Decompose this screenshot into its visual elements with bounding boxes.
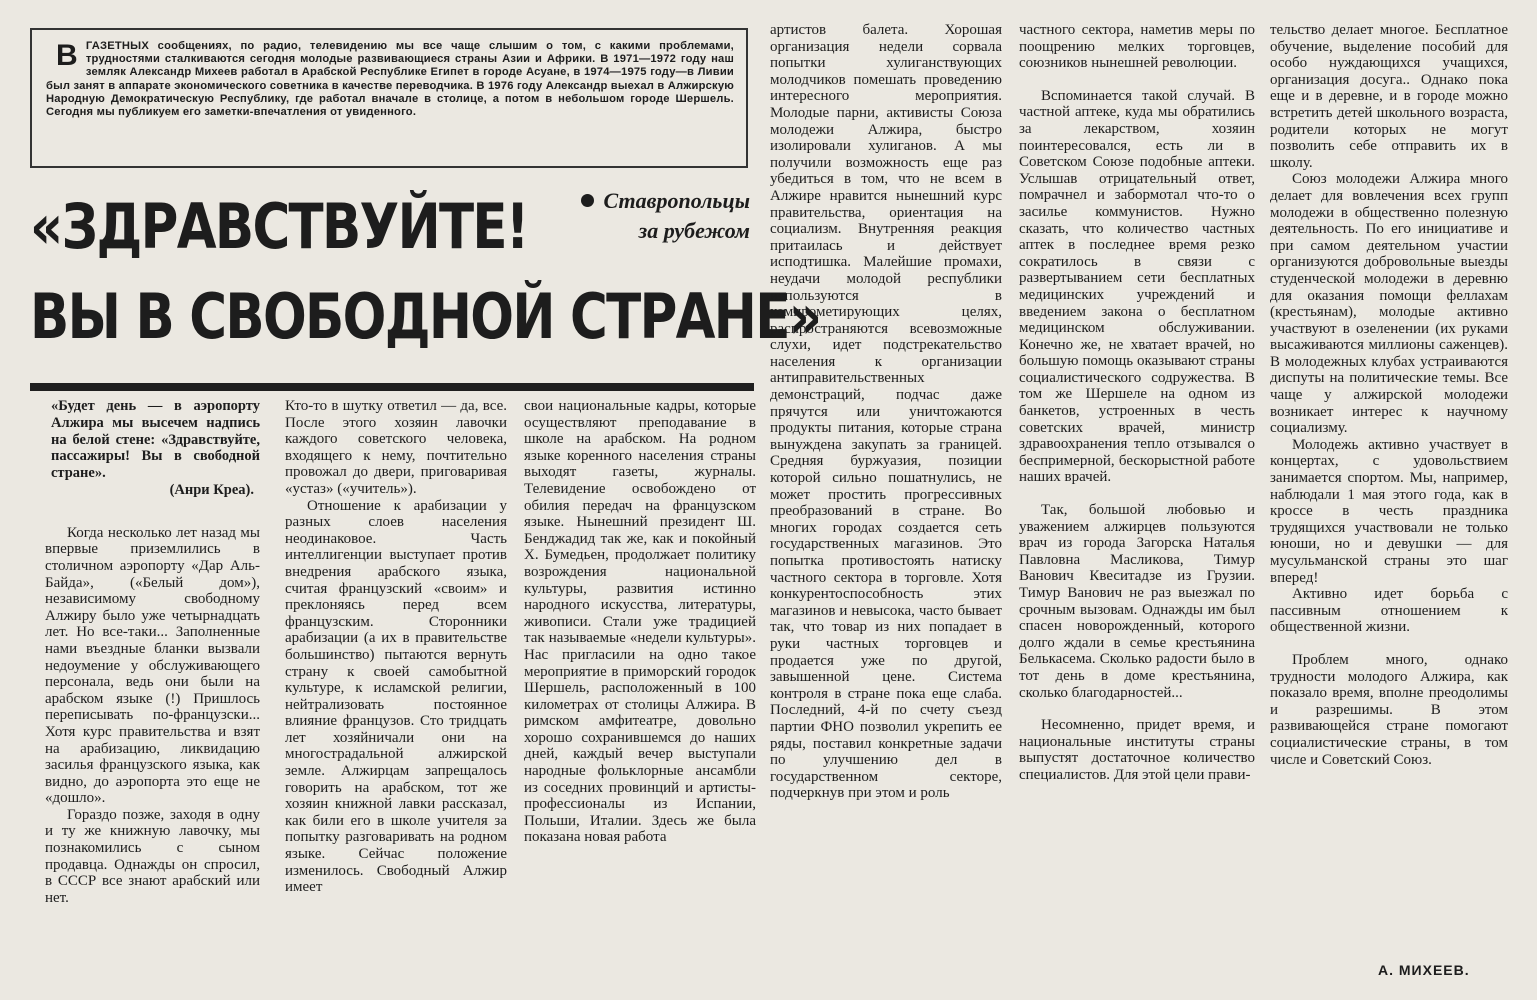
paragraph: Кто-то в шутку ответил — да, все. После этого хозяин лавочки каждого советского человека, входящего к нему, почтительно провожал до двери, приговаривая «устаз» («учитель»).: [285, 398, 507, 497]
paragraph: Несомненно, придет время, и национальные институты страны выпустят достаточное количество специалистов. Для этой цели прави-: [1019, 717, 1255, 783]
paragraph: артистов балета. Хорошая организация недели сорвала попытки хулиганствующих молодчиков помешать проведению интересного мероприятия. Молодые парни, активисты Союза молодежи Алжира, быстро изолировали хулиганов. А мы получили возможность еще раз убедиться в том, что не всем в Алжире нравится нынешний курс правительства, ориентация на социализм. Внутренняя реакция притаилась и действует исподтишка. Малейшие промахи, неудачи молодой республики используются в компрометирующих целях, распространяются всевозможные слухи, идет подстрекательство населения к организации антиправительственных демонстраций, подчас даже прячутся или уничтожаются продукты питания, которые страна вынуждена закупать за границей. Средняя буржуазия, позиции которой сильно пошатнулись, не может простить прогрессивных преобразований в стране. Во многих городах создается сеть государственных магазинов. Это попытка противостоять натиску частного сектора в торговле. Хотя конкурентоспособность этих магазинов и невысока, часто бывает так, что товар из них попадает в руки частных торговцев и продается уже по другой, завышенной цене. Система контроля в стране пока еще слаба. Последний, 4-й по счету съезд партии ФНО позволил укрепить ее ряды, поставил конкретные задачи по улучшению дел в государственном секторе, подчеркнув при этом и роль: [770, 22, 1002, 802]
column-5: [1019, 22, 1255, 988]
epigraph-text: «Будет день — в аэропорту Алжира мы высечем надпись на белой стене: «Здравствуйте, пассажиры! Вы в свободной стране».: [51, 398, 260, 482]
paragraph: частного сектора, наметив меры по поощрению мелких торговцев, союзников нынешней революции.: [1019, 22, 1255, 72]
paragraph: Молодежь активно участвует в концертах, с удовольствием занимается спортом. Мы, например, наблюдали 1 мая этого года, как в кроссе в честь праздника трудящихся участвовали не только юноши, но и девушки — для мусульманской страны это шаг вперед!: [1270, 436, 1508, 586]
paragraph: Союз молодежи Алжира много делает для вовлечения всех групп молодежи в общественно полезную деятельность. По его инициативе и при самом деятельном участии организуются добровольные выезды студенческой молодежи в деревню для оказания помощи феллахам (крестьянам), молодые активно участвуют в озеленении (их руками высаживаются миллионы саженцев). В молодежных клубах устраиваются диспуты на политические темы. Все чаще у алжирской молодежи возникает интерес к научному социализму.: [1270, 171, 1508, 437]
rubric-line-1: Ставропольцы: [603, 188, 750, 213]
rubric: [540, 186, 750, 246]
paragraph: Активно идет борьба с пассивным отношением к общественной жизни.: [1270, 586, 1508, 636]
paragraph: Вспоминается такой случай. В частной аптеке, куда мы обратились за лекарством, хозяин поинтересовался, есть ли в Советском Союзе подобные аптеки. Услышав отрицательный ответ, помрачнел и забормотал что-то о засилье коммунистов. Нужно сказать, что количество частных аптек в последнее время резко сократилось в связи с развертыванием сети бесплатных медицинских учреждений и введением закона о бесплатном медицинском обслуживании. Конечно же, не хватает врачей, но большую помощь оказывают страны социалистического содружества. В том же Шершеле на одном из банкетов, устроенных в честь советских врачей, министр здравоохранения тепло отзывался о беспримерной, бескорыстной работе наших врачей.: [1019, 87, 1255, 486]
column-2: [285, 398, 507, 988]
paragraph: Проблем много, однако трудности молодого Алжира, как показало время, вполне преодолимы и разрешимы. В этом развивающейся стране помогают социалистические страны, в том числе и Советский Союз.: [1270, 651, 1508, 768]
author-signature: А. МИХЕЕВ.: [1378, 962, 1470, 978]
paragraph: тельство делает многое. Бесплатное обучение, выделение пособий для особо нуждающихся учащихся, организация досуга.. Однако пока еще и в деревне, и в городе можно встретить детей школьного возраста, родители которых не могут позволить себе отправить их в школу.: [1270, 22, 1508, 171]
column-4: [770, 22, 1002, 988]
paragraph: Так, большой любовью и уважением алжирцев пользуются врач из города Загорска Наталья Павловна Масликова, Тимур Ванович Квеситадзе из Грузии. Тимур Ванович не раз выезжал по срочным вызовам. Однажды им был спасен новорожденный, которого долго ждали в семье крестьянина Белькасема. Сколько радости было в тот день в доме крестьянина, сколько благодарностей...: [1019, 502, 1255, 701]
rubric-line-2: за рубежом: [638, 218, 750, 243]
bullet-icon: [581, 194, 594, 207]
column-1: [45, 398, 260, 988]
paragraph: свои национальные кадры, которые осуществляют преподавание в школе на арабском. На родном языке коренного населения страны выходят газеты, журналы. Телевидение освобождено от обилия передач на французском языке. Нынешний президент Ш. Бенджадид так же, как и покойный Х. Бумедьен, продолжает политику возрождения национальной культуры, развития истинно народного искусства, литературы, живописи. Стали уже традицией так называемые «недели культуры». Нас пригласили на одно такое мероприятие в приморский городок Шершель, расположенный в 100 километрах от столицы Алжира. В римском амфитеатре, довольно хорошо сохранившемся до наших дней, каждый вечер выступали народные фольклорные ансамбли из соседних провинций и артисты-профессионалы из Испании, Польши, Италии. Здесь же была показана новая работа: [524, 398, 756, 846]
epigraph: [45, 398, 260, 499]
intro-box: [30, 28, 748, 168]
column-3: [524, 398, 756, 988]
headline-rule: [30, 383, 754, 391]
headline-line-1: «ЗДРАВСТВУЙТЕ!: [30, 190, 528, 263]
paragraph: Когда несколько лет назад мы впервые приземлились в столичном аэропорту «Дар Аль-Байда», («Белый дом»), независимому свободному Алжиру было уже четырнадцать лет. Но все-таки... Заполненные нами въездные бланки вызвали недоумение у обслуживающего персонала, ведь они были на арабском языке (!) Пришлось переписывать по-французски... Хотя курс правительства и взят на арабизацию, ликвидацию засилья французского языка, как видно, до аэропорта это еще не «дошло».: [45, 524, 260, 807]
paragraph: Гораздо позже, заходя в одну и ту же книжную лавочку, мы познакомились с сыном продавца. Однажды он спросил, в СССР все знают арабский или нет.: [45, 806, 260, 906]
column-6: [1270, 22, 1508, 964]
intro-dropcap: В: [56, 39, 78, 72]
epigraph-author: (Анри Креа).: [169, 481, 254, 498]
headline-line-2: ВЫ В СВОБОДНОЙ СТРАНЕ»: [30, 280, 821, 353]
paragraph: Отношение к арабизации у разных слоев населения неодинаковое. Часть интеллигенции выступает против внедрения арабского языка, считая французский «своим» и преклоняясь перед всем французским. Сторонники арабизации (а их в правительстве большинство) пытаются вернуть страну к своей самобытной культуре, к исламской религии, нейтрализовать постоянное влияние французов. Сто тридцать лет хозяйничали они на многострадальной алжирской земле. Алжирцам запрещалось говорить на арабском, тот же хозяин книжной лавки рассказал, как били его в школе учителя за попытку разговаривать на родном языке. Сейчас положение изменилось. Свободный Алжир имеет: [285, 497, 507, 896]
intro-text: ГАЗЕТНЫХ сообщениях, по радио, телевидению мы все чаще слышим о том, с какими проблемами, трудностями сталкиваются сегодня молодые развивающиеся страны Азии и Африки. В 1971—1972 году наш земляк Александр Михеев работал в Арабской Республике Египет в городе Асуане, в 1974—1975 году—в Ливии был занят в аппарате экономического советника в качестве переводчика. В 1976 году Александр выехал в Алжирскую Народную Демократическую Республику, где работал вначале в столице, а потом в небольшом городе Шершель. Сегодня мы публикуем его заметки-впечатления от увиденного.: [46, 40, 734, 119]
